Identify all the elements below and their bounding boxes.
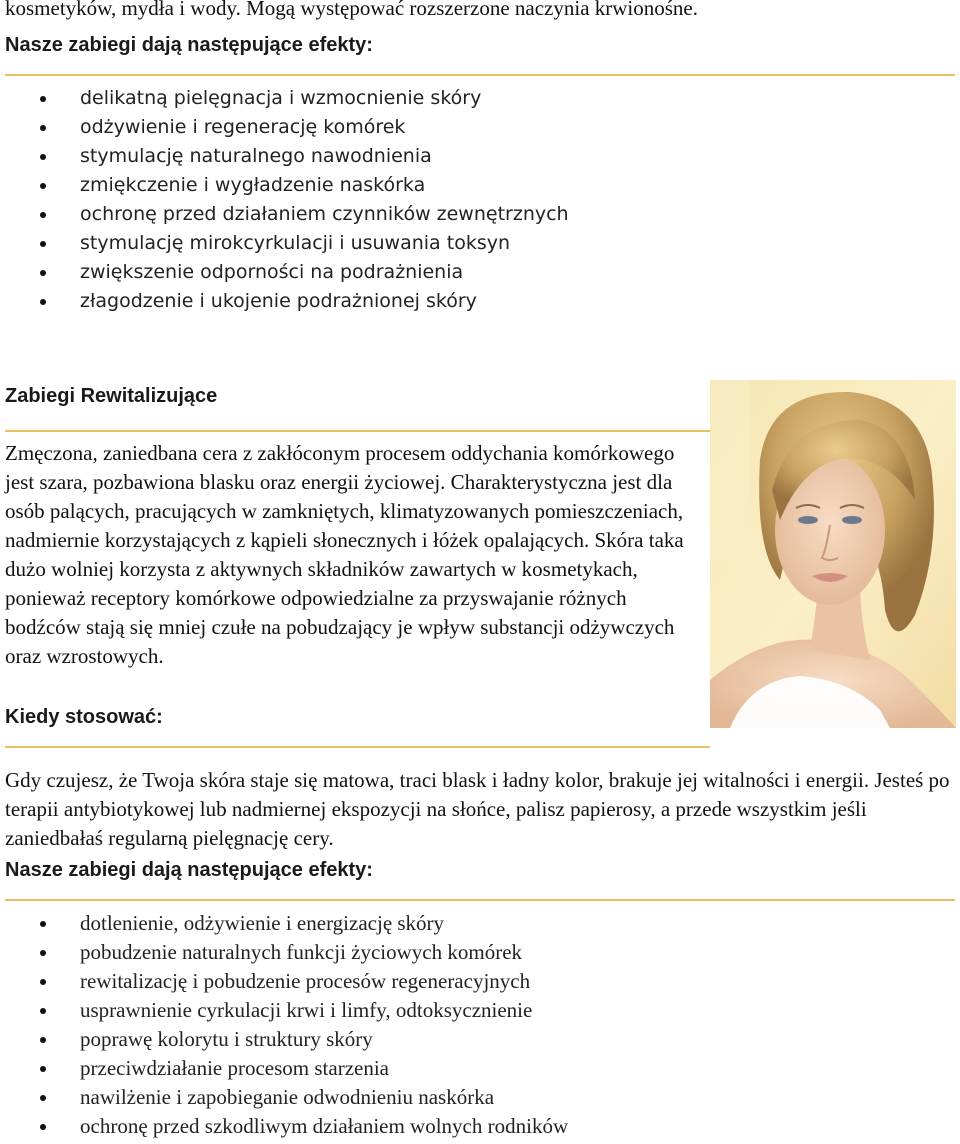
bullet-dot-icon [40, 1037, 46, 1043]
effect-list-item [0, 200, 569, 229]
effect-list-item [0, 938, 568, 967]
divider-rule-2 [5, 430, 710, 432]
effect-label: ochronę przed działaniem czynników zewnętrznych [80, 203, 569, 225]
effect-list-item [0, 113, 569, 142]
effects-heading-1: Nasze zabiegi dają następujące efekty: [5, 34, 373, 56]
bullet-dot-icon [40, 154, 46, 160]
effect-list-item [0, 258, 569, 287]
woman-portrait-photo [710, 380, 956, 728]
effect-label: pobudzenie naturalnych funkcji życiowych komórek [80, 940, 523, 964]
effect-list-item [0, 1025, 568, 1054]
bullet-dot-icon [40, 212, 46, 218]
bullet-dot-icon [40, 979, 46, 985]
effect-label: zwiększenie odporności na podrażnienia [80, 261, 464, 283]
bullet-dot-icon [40, 270, 46, 276]
effect-label: dotlenienie, odżywienie i energizację skóry [80, 911, 445, 935]
bullet-dot-icon [40, 1124, 46, 1130]
bullet-dot-icon [40, 125, 46, 131]
divider-rule-1 [5, 74, 955, 76]
when-text: Gdy czujesz, że Twoja skóra staje się matowa, traci blask i ładny kolor, brakuje jej witalności i energii. Jesteś po terapii antybiotykowej lub nadmiernej ekspozycji na słońce, palisz papierosy, a przede wszystkim jeśli zaniedbałaś regularną pielęgnację cery. [5, 768, 950, 850]
effect-list-item [0, 171, 569, 200]
effect-list-item [0, 1054, 568, 1083]
effect-label: delikatną pielęgnacja i wzmocnienie skóry [80, 87, 482, 109]
bullet-dot-icon [40, 1095, 46, 1101]
effect-list-item [0, 996, 568, 1025]
effect-label: ochronę przed szkodliwym działaniem wolnych rodników [80, 1114, 569, 1138]
divider-rule-4 [5, 899, 955, 901]
bullet-dot-icon [40, 921, 46, 927]
effect-list-item [0, 1112, 568, 1141]
effect-label: rewitalizację i pobudzenie procesów regeneracyjnych [80, 969, 531, 993]
effect-label: nawilżenie i zapobieganie odwodnieniu naskórka [80, 1085, 495, 1109]
effect-list-item [0, 909, 568, 938]
effect-list-item [0, 84, 569, 113]
bullet-dot-icon [40, 1066, 46, 1072]
effect-label: przeciwdziałanie procesom starzenia [80, 1056, 390, 1080]
effect-list-item [0, 967, 568, 996]
effect-label: stymulację naturalnego nawodnienia [80, 145, 432, 167]
bullet-dot-icon [40, 1008, 46, 1014]
effect-label: zmiękczenie i wygładzenie naskórka [80, 174, 426, 196]
intro-text: kosmetyków, mydła i wody. Mogą występować rozszerzone naczynia krwionośne. [5, 0, 698, 20]
effects-list-1 [0, 84, 569, 316]
effect-list-item [0, 229, 569, 258]
effects-list-2 [0, 909, 568, 1141]
effects-heading-2: Nasze zabiegi dają następujące efekty: [5, 859, 373, 881]
effect-list-item [0, 142, 569, 171]
bullet-dot-icon [40, 241, 46, 247]
section-description: Zmęczona, zaniedbana cera z zakłóconym procesem oddychania komórkowego jest szara, pozbawiona blasku oraz energii życiowej. Charakterystyczna jest dla osób palących, pracujących w zamkniętych, klimatyzowanych pomieszczeniach, nadmiernie korzystających z kąpieli słonecznych i łóżek opalających. Skóra taka dużo wolniej korzysta z aktywnych składników zawartych w kosmetykach, ponieważ receptory komórkowe odpowiedzialne za przyswajanie różnych bodźców stają się mniej czułe na pobudzający je wpływ substancji odżywczych oraz wzrostowych. [5, 441, 684, 668]
effect-list-item [0, 287, 569, 316]
bullet-dot-icon [40, 299, 46, 305]
effect-label: odżywienie i regenerację komórek [80, 116, 406, 138]
effect-list-item [0, 1083, 568, 1112]
effect-label: stymulację mirokcyrkulacji i usuwania toksyn [80, 232, 511, 254]
effect-label: złagodzenie i ukojenie podrażnionej skóry [80, 290, 477, 312]
bullet-dot-icon [40, 950, 46, 956]
effect-label: usprawnienie cyrkulacji krwi i limfy, odtoksycznienie [80, 998, 533, 1022]
bullet-dot-icon [40, 96, 46, 102]
when-heading: Kiedy stosować: [5, 706, 163, 728]
divider-rule-3 [5, 746, 710, 748]
bullet-dot-icon [40, 183, 46, 189]
effect-label: poprawę kolorytu i struktury skóry [80, 1027, 373, 1051]
section-title: Zabiegi Rewitalizujące [5, 385, 218, 407]
